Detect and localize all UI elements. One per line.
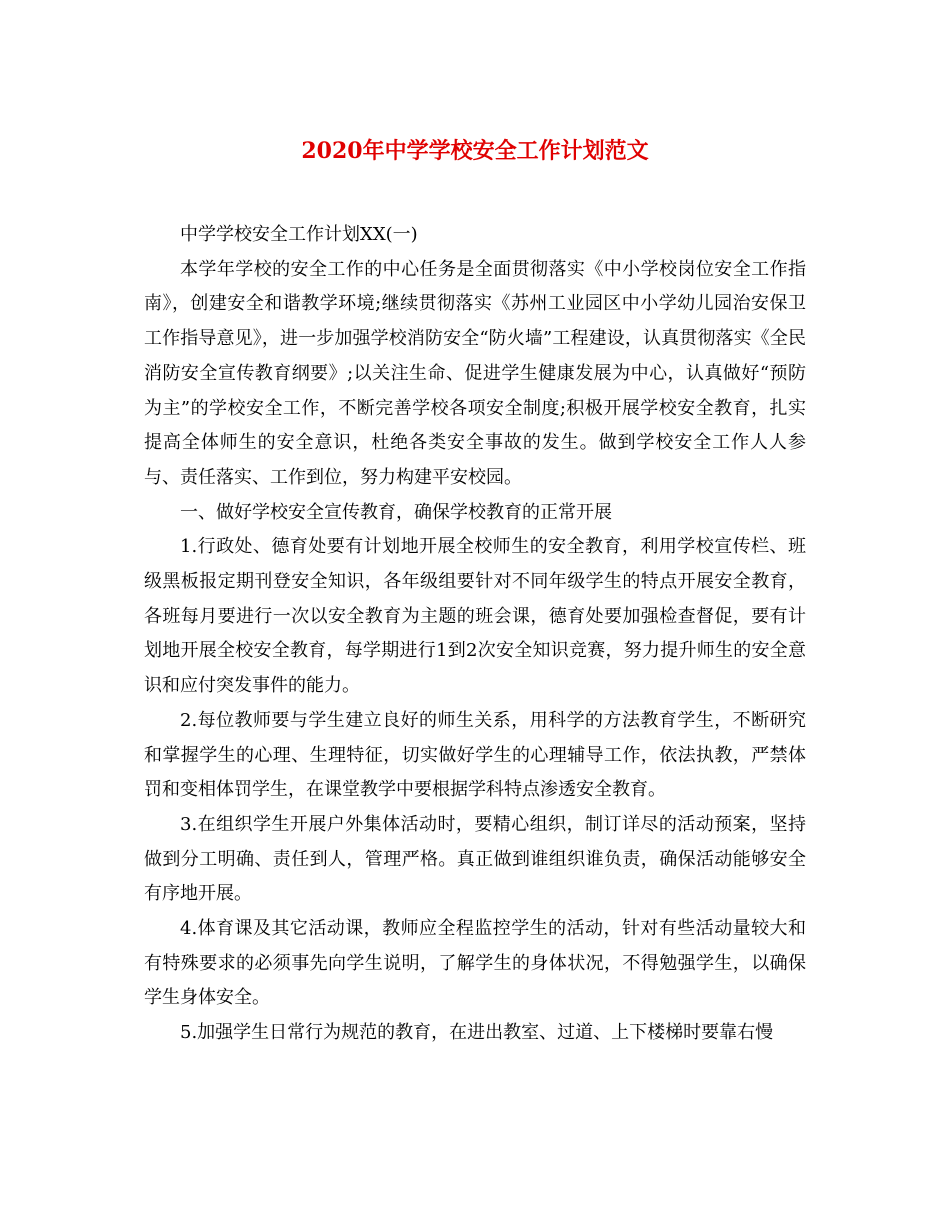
document-title: 2020年中学学校安全工作计划范文 [301,138,649,164]
section-heading: 一、做好学校安全宣传教育，确保学校教育的正常开展 [180,501,612,523]
intro-paragraph: 本学年学校的安全工作的中心任务是全面贯彻落实《中小学校岗位安全工作指南》，创建安全和谐教学环境;继续贯彻落实《苏州工业园区中小学幼儿园治安保卫工作指导意见》，进一步加强学校消防安全“防火墙”工程建设，认真贯彻落实《全民消防安全宣传教育纲要》;以关注生命、促进学生健康发展为中心，认真做好“预防为主”的学校安全工作，不断完善学校各项安全制度;积极开展学校安全教育，扎实提高全体师生的安全意识，杜绝各类安全事故的发生。做到学校安全工作人人参与、责任落实、工作到位，努力构建平安校园。 [144,258,806,488]
item-paragraph: 2.每位教师要与学生建立良好的师生关系，用科学的方法教育学生，不断研究和掌握学生的心理、生理特征，切实做好学生的心理辅导工作，依法执教，严禁体罚和变相体罚学生，在课堂教学中要根据学科特点渗透安全教育。 [144,709,806,801]
item-paragraph: 5.加强学生日常行为规范的教育，在进出教室、过道、上下楼梯时要靠右慢 [180,1022,774,1044]
section-subtitle: 中学学校安全工作计划XX(一) [180,224,418,245]
item-paragraph: 4.体育课及其它活动课，教师应全程监控学生的活动，针对有些活动量较大和有特殊要求的必须事先向学生说明，了解学生的身体状况，不得勉强学生，以确保学生身体安全。 [144,918,806,1009]
item-paragraph: 3.在组织学生开展户外集体活动时，要精心组织，制订详尽的活动预案，坚持做到分工明确、责任到人，管理严格。真正做到谁组织谁负责，确保活动能够安全有序地开展。 [144,813,806,905]
item-paragraph: 1.行政处、德育处要有计划地开展全校师生的安全教育，利用学校宣传栏、班级黑板报定期刊登安全知识，各年级组要针对不同年级学生的特点开展安全教育，各班每月要进行一次以安全教育为主题的班会课，德育处要加强检查督促，要有计划地开展全校安全教育，每学期进行1到2次安全知识竞赛，努力提升师生的安全意识和应付突发事件的能力。 [144,536,806,697]
document-body [144,218,806,1051]
